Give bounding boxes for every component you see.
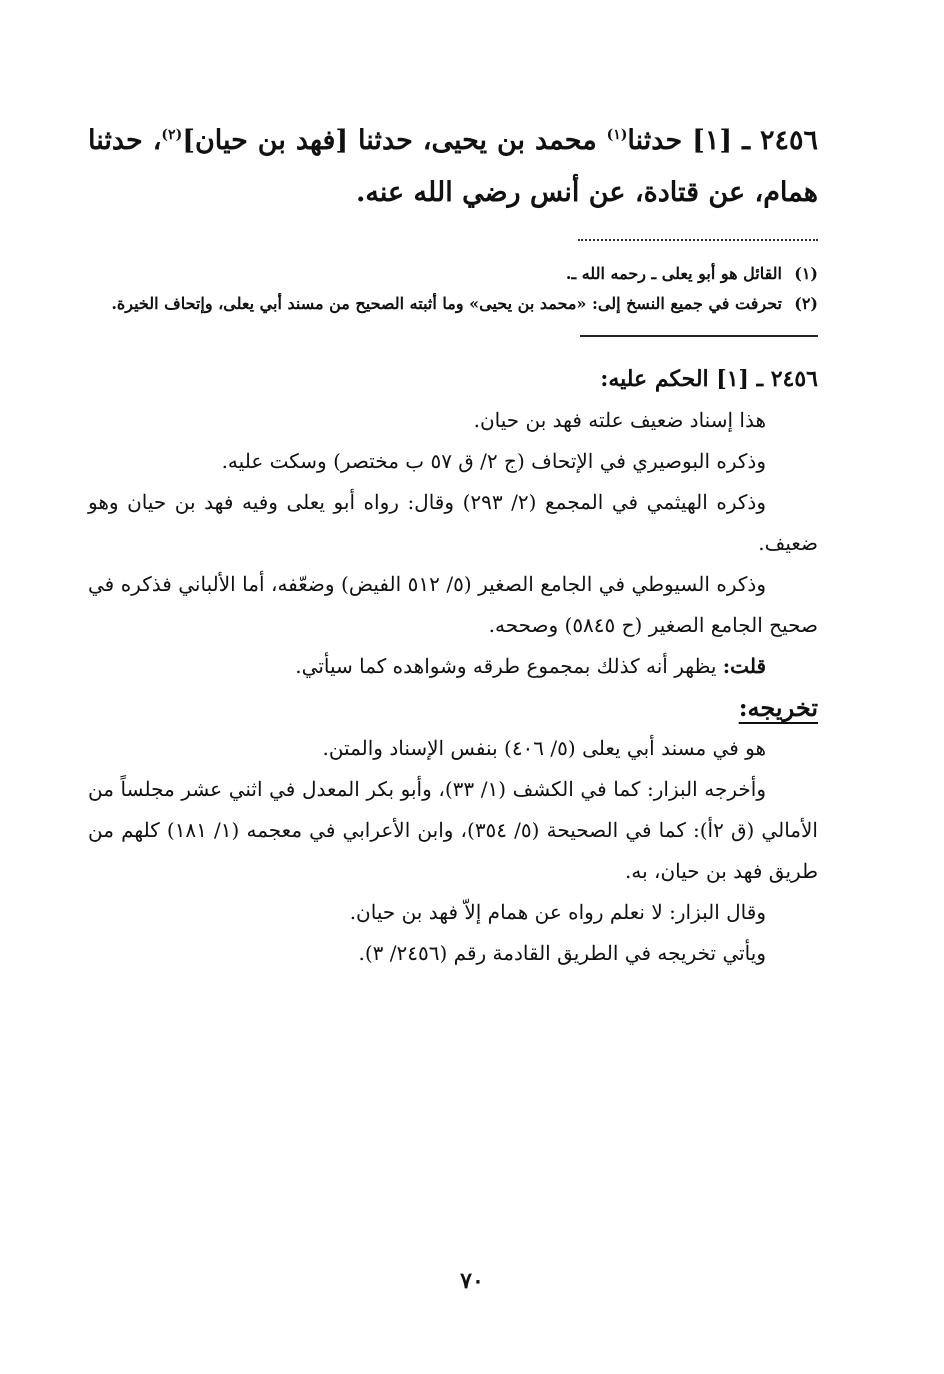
footnote-separator bbox=[578, 239, 818, 251]
paragraph: ويأتي تخريجه في الطريق القادمة رقم (٢٤٥٦/ ٣). bbox=[358, 941, 766, 965]
footnote-text: تحرفت في جميع النسخ إلى: «محمد بن يحيى» وما أثبته الصحيح من مسند أبي يعلى، وإتحاف الخيرة. bbox=[111, 294, 782, 313]
page-content bbox=[88, 115, 818, 974]
footnote-ref-1: (١) bbox=[606, 127, 628, 143]
hadith-mid: محمد بن يحيى، حدثنا [فهد بن حيان] bbox=[182, 125, 607, 156]
footnote-number: (١) bbox=[794, 264, 818, 283]
paragraph: هو في مسند أبي يعلى (٥/ ٤٠٦) بنفس الإسناد والمتن. bbox=[322, 736, 766, 760]
hadith-intro: ٢٤٥٦ ـ [١] حدثنا bbox=[627, 125, 818, 156]
paragraph: وذكره السيوطي في الجامع الصغير (٥/ ٥١٢ الفيض) وضعّفه، أما الألباني فذكره في صحيح الجامع الصغير (ح ٥٨٤٥) وصححه. bbox=[88, 572, 818, 637]
footnote-text: القائل هو أبو يعلى ـ رحمه الله ـ. bbox=[565, 264, 782, 283]
footnote-2 bbox=[88, 289, 818, 319]
paragraph: وأخرجه البزار: كما في الكشف (١/ ٣٣)، وأبو بكر المعدل في اثني عشر مجلساً من الأمالي (ق ٢أ): كما في الصحيحة (٥/ ٣٥٤)، وابن الأعرابي في معجمه (١/ ١٨١) كلهم من طريق فهد بن حيان، به. bbox=[88, 777, 818, 883]
qultu-text: يظهر أنه كذلك بمجموع طرقه وشواهده كما سيأتي. bbox=[295, 654, 723, 678]
hadith-text bbox=[88, 115, 818, 219]
paragraph: هذا إسناد ضعيف علته فهد بن حيان. bbox=[473, 408, 766, 432]
paragraph bbox=[88, 646, 818, 687]
footnotes bbox=[88, 259, 818, 319]
takhrij-heading: تخريجه: bbox=[738, 693, 818, 722]
footnote-number: (٢) bbox=[794, 294, 818, 313]
ruling-heading: ٢٤٥٦ ـ [١] الحكم عليه: bbox=[600, 366, 818, 392]
paragraph: وذكره البوصيري في الإتحاف (ج ٢/ ق ٥٧ ب مختصر) وسكت عليه. bbox=[221, 449, 766, 473]
footnote-ref-2: (٢) bbox=[161, 127, 183, 143]
ruling-section bbox=[88, 359, 818, 974]
paragraph: وقال البزار: لا نعلم رواه عن همام إلاّ فهد بن حيان. bbox=[349, 900, 766, 924]
section-divider bbox=[580, 335, 818, 337]
qultu-label: قلت: bbox=[722, 654, 766, 678]
footnote-1 bbox=[88, 259, 818, 289]
page-number: ٧٠ bbox=[460, 1268, 484, 1294]
hadith-end: ، حدثنا همام، عن قتادة، عن أنس رضي الله عنه. bbox=[88, 125, 818, 208]
paragraph: وذكره الهيثمي في المجمع (٢/ ٢٩٣) وقال: رواه أبو يعلى وفيه فهد بن حيان وهو ضعيف. bbox=[88, 490, 818, 555]
